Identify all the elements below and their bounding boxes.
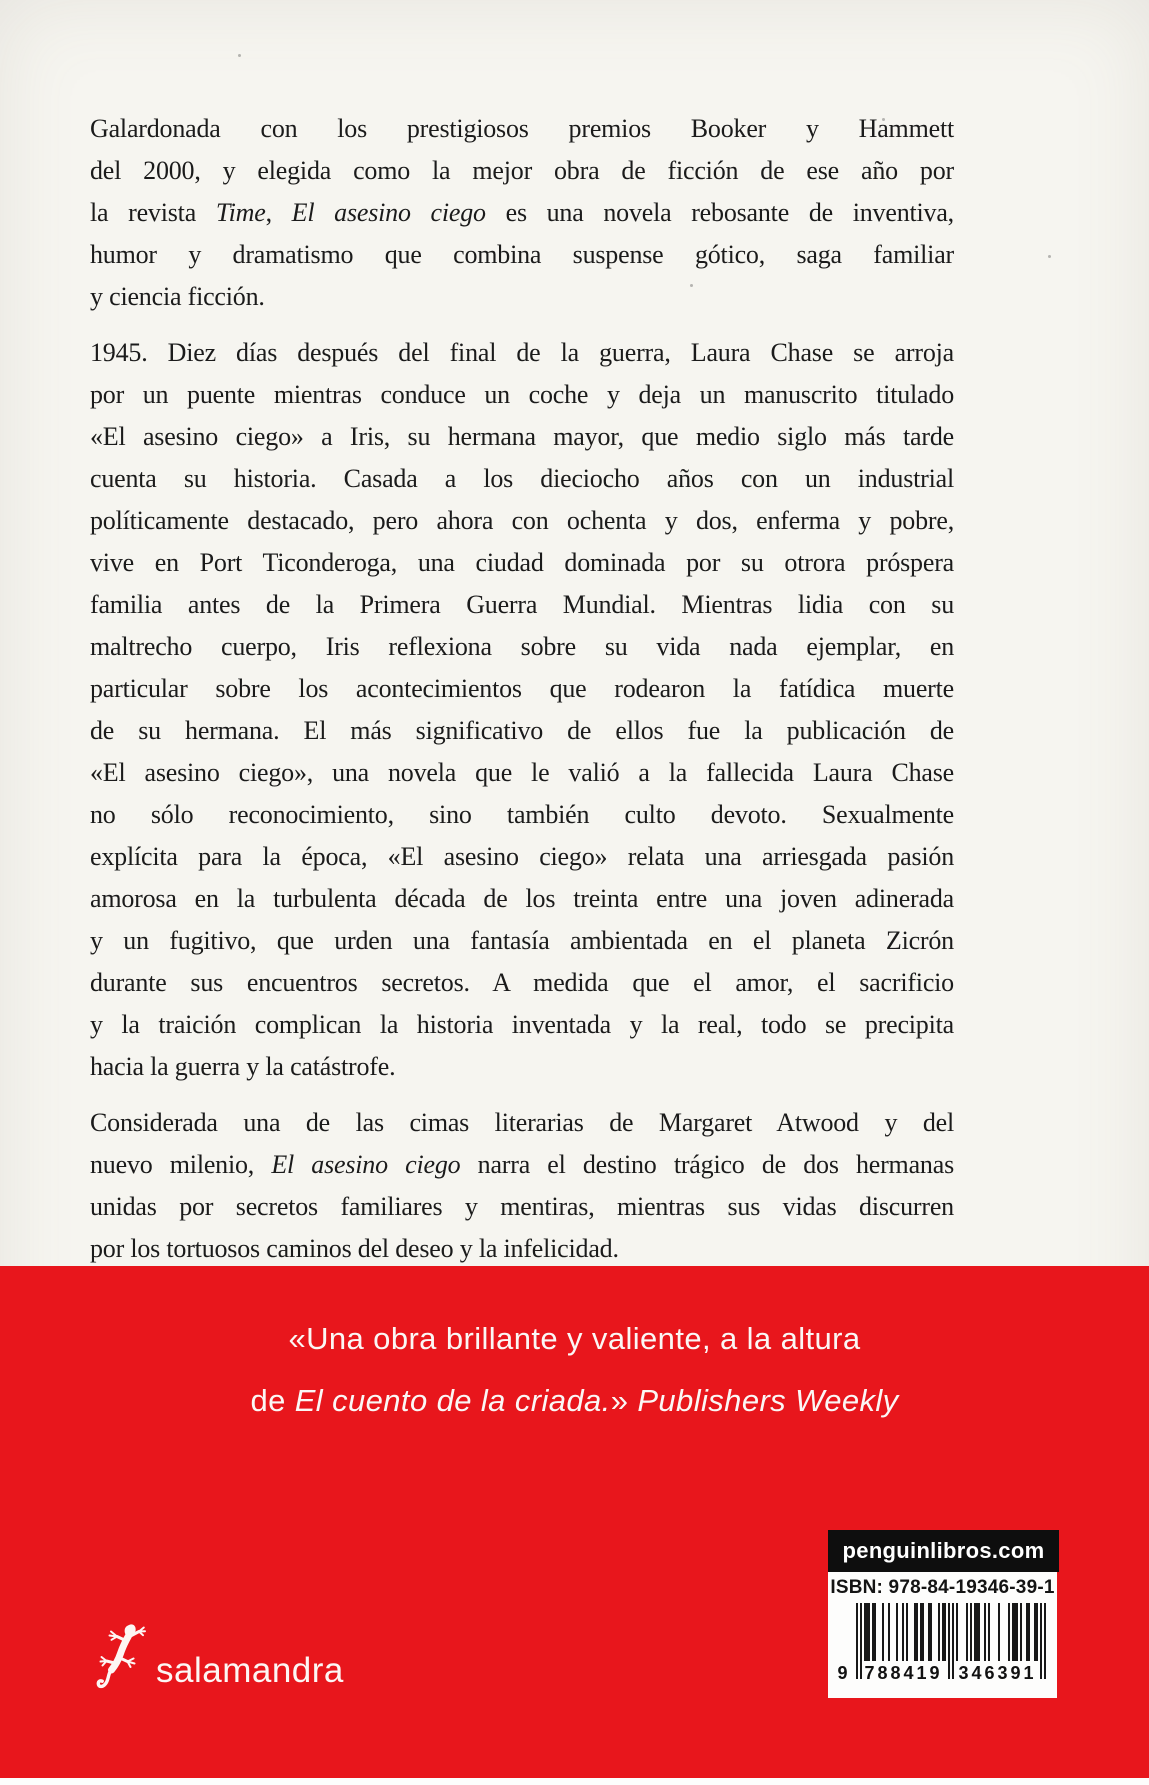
red-band bbox=[0, 1266, 1149, 1778]
text-line: y ciencia ficción. bbox=[90, 282, 265, 311]
text-line: la revista Time, El asesino ciego es una novela rebosante de inventiva, bbox=[90, 198, 954, 227]
synopsis-paragraph-plot bbox=[90, 332, 954, 1088]
review-quote bbox=[0, 1308, 1149, 1432]
publisher-website-text: penguinlibros.com bbox=[842, 1538, 1045, 1563]
text-line: Considerada una de las cimas literarias de Margaret Atwood y del bbox=[90, 1108, 954, 1137]
text-line: «El asesino ciego», una novela que le valió a la fallecida Laura Chase bbox=[90, 758, 954, 787]
text-line: por los tortuosos caminos del deseo y la infelicidad. bbox=[90, 1234, 619, 1263]
paper-speck bbox=[1048, 255, 1051, 258]
text-line: «El asesino ciego» a Iris, su hermana mayor, que medio siglo más tarde bbox=[90, 422, 954, 451]
review-quote-line: de El cuento de la criada.» Publishers Weekly bbox=[250, 1383, 899, 1418]
text-line: nuevo milenio, El asesino ciego narra el destino trágico de dos hermanas bbox=[90, 1150, 954, 1179]
paper-speck bbox=[690, 284, 693, 287]
salamander-icon bbox=[96, 1622, 148, 1692]
synopsis-paragraph-awards bbox=[90, 108, 954, 318]
synopsis-paragraph-closing bbox=[90, 1102, 954, 1270]
salamandra-wordmark: salamandra bbox=[156, 1651, 344, 1690]
paper-speck bbox=[882, 118, 885, 121]
barcode bbox=[837, 1603, 1046, 1695]
barcode-box bbox=[828, 1572, 1057, 1698]
barcode-digit-group: 788419 bbox=[862, 1661, 946, 1683]
text-line: y la traición complican la historia inventada y la real, todo se precipita bbox=[90, 1010, 954, 1039]
text-line: maltrecho cuerpo, Iris reflexiona sobre su vida nada ejemplar, en bbox=[90, 632, 954, 661]
text-line: de su hermana. El más significativo de ellos fue la publicación de bbox=[90, 716, 954, 745]
salamandra-logo bbox=[96, 1622, 344, 1692]
text-line: y un fugitivo, que urden una fantasía ambientada en el planeta Zicrón bbox=[90, 926, 954, 955]
text-line: por un puente mientras conduce un coche y deja un manuscrito titulado bbox=[90, 380, 954, 409]
text-line: durante sus encuentros secretos. A medida que el amor, el sacrificio bbox=[90, 968, 954, 997]
text-line: hacia la guerra y la catástrofe. bbox=[90, 1052, 396, 1081]
text-line: del 2000, y elegida como la mejor obra de ficción de ese año por bbox=[90, 156, 954, 185]
text-line: vive en Port Ticonderoga, una ciudad dominada por su otrora próspera bbox=[90, 548, 954, 577]
synopsis-text bbox=[90, 108, 954, 1284]
review-quote-line: «Una obra brillante y valiente, a la altura bbox=[288, 1321, 861, 1356]
text-line: explícita para la época, «El asesino ciego» relata una arriesgada pasión bbox=[90, 842, 954, 871]
barcode-digit-group: 9 bbox=[837, 1663, 848, 1683]
text-line: familia antes de la Primera Guerra Mundial. Mientras lidia con su bbox=[90, 590, 954, 619]
text-line: unidas por secretos familiares y mentiras, mientras sus vidas discurren bbox=[90, 1192, 954, 1221]
text-line: particular sobre los acontecimientos que rodearon la fatídica muerte bbox=[90, 674, 954, 703]
publisher-website-bar bbox=[828, 1530, 1059, 1572]
text-line: políticamente destacado, pero ahora con ochenta y dos, enferma y pobre, bbox=[90, 506, 954, 535]
isbn-label: ISBN: 978-84-19346-39-1 bbox=[830, 1577, 1055, 1598]
text-line: humor y dramatismo que combina suspense gótico, saga familiar bbox=[90, 240, 954, 269]
text-line: 1945. Diez días después del final de la guerra, Laura Chase se arroja bbox=[90, 338, 954, 367]
text-line: cuenta su historia. Casada a los dieciocho años con un industrial bbox=[90, 464, 954, 493]
text-line: Galardonada con los prestigiosos premios Booker y Hammett bbox=[90, 114, 954, 143]
paper-speck bbox=[238, 54, 241, 57]
barcode-digit-group: 346391 bbox=[956, 1661, 1040, 1683]
text-line: amorosa en la turbulenta década de los treinta entre una joven adinerada bbox=[90, 884, 954, 913]
page-bottom-edge bbox=[0, 1778, 1149, 1785]
text-line: no sólo reconocimiento, sino también culto devoto. Sexualmente bbox=[90, 800, 954, 829]
